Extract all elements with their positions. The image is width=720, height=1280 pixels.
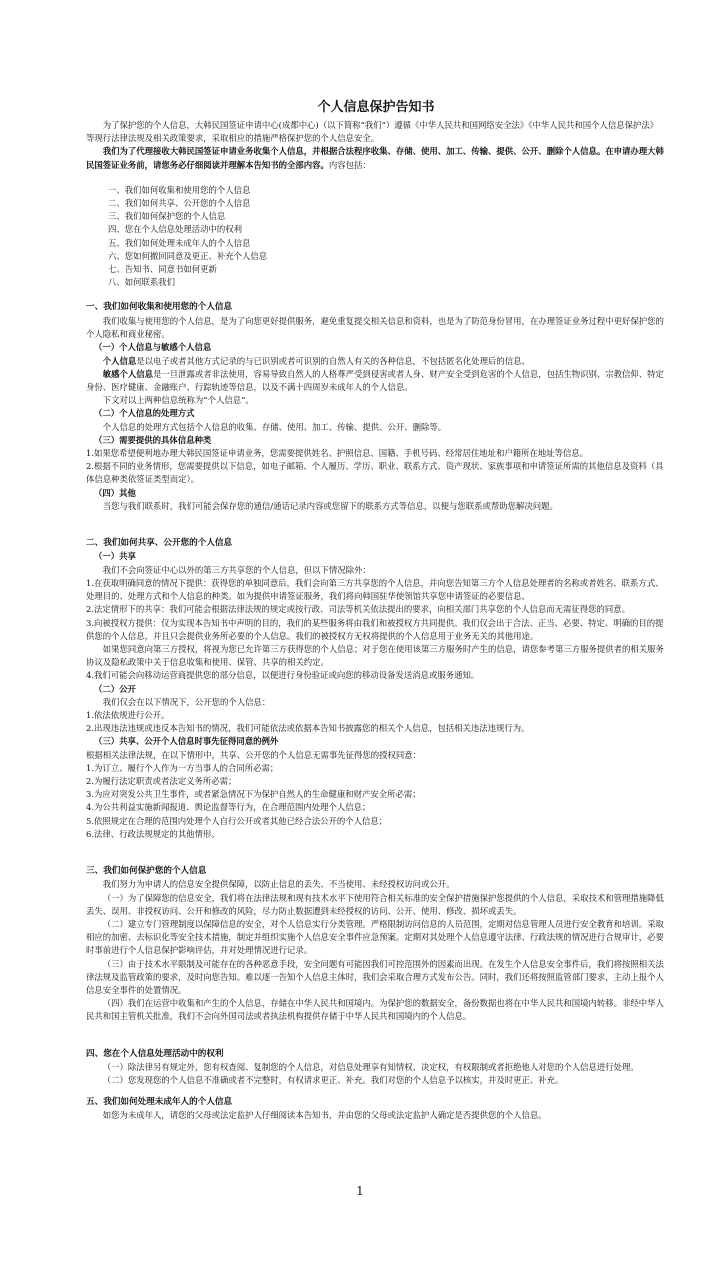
subsection-heading: （三）需要提供的具体信息种类 bbox=[94, 434, 212, 445]
spacer bbox=[86, 513, 666, 537]
paragraph: 如您为未成年人，请您的父母或法定监护人仔细阅读本告知书，并由您的父母或法定监护人确定是否提供您的个人信息。 bbox=[102, 1110, 547, 1121]
list-item: 6.法律、行政法规规定的其他情形。 bbox=[86, 828, 220, 839]
subsection-heading: （二）个人信息的处理方式 bbox=[94, 408, 195, 419]
subsection-heading: （一）个人信息与敏感个人信息 bbox=[94, 342, 212, 353]
list-item: 1.为订立、履行个人作为一方当事人的合同所必需； bbox=[86, 762, 279, 773]
toc-item: 六、您如何撤回同意及更正、补充个人信息 bbox=[108, 250, 268, 261]
list-item: 5.依照规定在合理的范围内处理个人自行公开或者其他已经合法公开的个人信息； bbox=[86, 815, 388, 826]
paragraph: 2.出现违法违规或违反本告知书的情况，我们可能依法或依据本告知书披露您的相关个人信息，包括相关违法违规行为。 bbox=[86, 723, 530, 734]
spacer bbox=[86, 841, 666, 865]
intro-paragraph bbox=[86, 119, 666, 145]
paragraph: （二）您发现您的个人信息不准确或者不完整时，有权请求更正、补充。我们对您的个人信息予以核实，并及时更正、补充。 bbox=[102, 1075, 564, 1086]
table-of-contents bbox=[108, 184, 666, 290]
list-item: 4.为公共利益实施新闻报道、舆论监督等行为，在合理范围内处理个人信息； bbox=[86, 802, 371, 813]
paragraph: 个人信息的处理方式包括个人信息的收集、存储、使用、加工、传输、提供、公开、删除等。 bbox=[102, 421, 447, 432]
toc-item: 三、我们如何保护您的个人信息 bbox=[108, 211, 226, 222]
paragraph: （三）由于技术水平限制及可能存在的各种恶意手段，安全问题有可能因我们可控范围外的因素而出现。在发生个人信息安全事件后，我们将按照相关法律法规及监管政策的要求，及时向您告知。难以逐一告知个人信息主体时，我们会采取合理方式发布公告。同时，我们还将按照监管部门要求，主动上报个人信息安全事件的处置情况。 bbox=[86, 958, 664, 996]
spacer bbox=[86, 1088, 666, 1096]
toc-item: 二、我们如何共享、公开您的个人信息 bbox=[108, 198, 251, 209]
intro-bold-text: 我们为了代理接收大韩民国签证申请业务收集个人信息，并根据合法程序收集、存储、使用、加工、传输、提供、公开、删除个人信息。在申请办理大韩民国签证业务前，请您务必仔细阅读并理解本告知书的全部内容。 bbox=[86, 146, 664, 170]
paragraph: （二）建立专门管理制度以保障信息的安全，对个人信息实行分类管理。严格限制访问信息的人员范围，定期对信息管理人员进行安全教育和培训。采取相应的加密、去标识化等安全技术措施，制定并组织实施个人信息安全事件应急预案。定期对其处理个人信息遵守法律、行政法规的情况进行合规审计，必要时事前进行个人信息保护影响评估，并对处理情况进行记录。 bbox=[86, 919, 664, 956]
paragraph: 如果您同意向第三方授权，将视为您已允许第三方获得您的个人信息；对于您在使用该第三方服务时产生的信息，请您参考第三方服务提供者的相关服务协议及隐私政策中关于信息收集和使用、保管、共享的相关约定。 bbox=[86, 643, 664, 668]
subsection-heading: （四）其他 bbox=[94, 487, 136, 498]
section-heading: 四、您在个人信息处理活动中的权利 bbox=[86, 1048, 224, 1059]
toc-item: 一、我们如何收集和使用您的个人信息 bbox=[108, 184, 251, 195]
paragraph: （一）为了保障您的信息安全，我们将在法律法规和现有技术水平下使用符合相关标准的安全保护措施保护您提供的个人信息，采取技术和管理措施降低丢失、误用、非授权访问、公开和修改的风险，尽力防止数据遭到未经授权的访问、公开、使用、修改、损坏或丢失。 bbox=[86, 892, 664, 916]
paragraph: 1.在获取明确同意的情况下提供：获得您的单独同意后，我们会向第三方共享您的个人信息，并向您告知第三方个人信息处理者的名称或者姓名、联系方式、处理目的、处理方式和个人信息的种类。如为提供申请签证服务，我们将向韩国驻华使领馆共享您申请签证的必要信息。 bbox=[86, 577, 664, 602]
paragraph: 1.依法依规进行公开。 bbox=[86, 709, 170, 720]
paragraph: （一）除法律另有规定外，您有权查阅、复制您的个人信息，对信息处理享有知情权、决定权，有权限制或者拒绝他人对您的个人信息进行处理。 bbox=[102, 1062, 639, 1073]
definition-paragraph bbox=[86, 355, 666, 368]
section-heading: 三、我们如何保护您的个人信息 bbox=[86, 865, 207, 876]
paragraph: 2.根据不同的业务情形，您需要提供以下信息，如电子邮箱、个人履历、学历、职业、联系方式、资产现状、家族事项和申请签证所需的其他信息及资料（具体信息种类依签证类型而定）。 bbox=[86, 461, 664, 485]
section-heading: 二、我们如何共享、公开您的个人信息 bbox=[86, 537, 233, 548]
subsection-heading: （二）公开 bbox=[94, 683, 136, 694]
definition-text: 是以电子或者其他方式记录的与已识别或者可识别的自然人有关的各种信息，不包括匿名化处理后的信息。 bbox=[136, 355, 530, 366]
subsection-heading: （三）共享、公开个人信息时事先征得同意的例外 bbox=[94, 736, 279, 747]
intro-tail-text: 内容包括： bbox=[328, 159, 371, 170]
paragraph: （四）我们在运营中收集和产生的个人信息，存储在中华人民共和国境内。为保护您的数据安全，备份数据也将在中华人民共和国境内转移。非经中华人民共和国主管机关批准，我们不会向外国司法或者执法机构提供存储于中华人民共和国境内的个人信息。 bbox=[86, 998, 664, 1022]
paragraph: 3.向被授权方提供：仅为实现本告知书中声明的目的，我们的某些服务将由我们和被授权方共同提供。我们仅会出于合法、正当、必要、特定、明确的目的提供您的个人信息，并且只会提供业务所必要的个人信息。我们的被授权方无权将提供的个人信息用于业务无关的其他用途。 bbox=[86, 617, 664, 641]
paragraph: 我们努力为申请人的信息安全提供保障，以防止信息的丢失、不当使用、未经授权访问或公开。 bbox=[102, 879, 455, 890]
toc-item: 四、您在个人信息处理活动中的权利 bbox=[108, 224, 242, 235]
paragraph: 我们收集与使用您的个人信息，是为了向您更好提供服务，避免重复提交相关信息和资料，也是为了防范身份冒用，在办理签证业务过程中更好保护您的个人隐私和商业秘密。 bbox=[86, 315, 664, 340]
spacer bbox=[86, 1024, 666, 1048]
paragraph: 2.法定情形下的共享：我们可能会根据法律法规的规定或按行政、司法等机关依法提出的要求，向相关部门共享您的个人信息而无需征得您的同意。 bbox=[86, 604, 630, 615]
definition-text: 是一旦泄露或者非法使用，容易导致自然人的人格尊严受到侵害或者人身、财产安全受到危害的个人信息，包括生物识别、宗教信仰、特定身份、医疗健康、金融账户、行踪轨迹等信息，以及不满十四周岁未成年人的个人信息。 bbox=[86, 368, 664, 392]
list-item: 2.为履行法定职责或者法定义务所必需； bbox=[86, 775, 237, 786]
section-heading: 一、我们如何收集和使用您的个人信息 bbox=[86, 302, 233, 313]
subsection-heading: （一）共享 bbox=[94, 551, 136, 562]
paragraph: 当您与我们联系时，我们可能会保存您的通信/通话记录内容或您留下的联系方式等信息，以便与您联系或帮助您解决问题。 bbox=[102, 500, 558, 511]
definition-paragraph bbox=[86, 368, 666, 394]
list-item: 3.为应对突发公共卫生事件，或者紧急情况下为保护自然人的生命健康和财产安全所必需； bbox=[86, 789, 421, 800]
paragraph: 1.如果您希望便利地办理大韩民国签证申请业务，您需要提供姓名、护照信息、国籍、手机号码、经常居住地址和户籍所在地址等信息。 bbox=[86, 447, 589, 458]
paragraph: 4.我们可能会向移动运营商提供您的部分信息，以便进行身份验证或向您的移动设备发送消息或服务通知。 bbox=[86, 670, 480, 681]
intro-text: 为了保护您的个人信息，大韩民国签证申请中心(成都中心)（以下简称“我们”）遵循《中华人民共和国网络安全法》《中华人民共和国个人信息保护法》等现行法律法规及相关政策要求，采取相应的措施严格保护您的个人信息安全。 bbox=[86, 120, 659, 144]
definition-term: 敏感个人信息 bbox=[102, 368, 154, 379]
page-number: 1 bbox=[356, 1184, 364, 1198]
paragraph: 下文对以上两种信息统称为“个人信息”。 bbox=[102, 395, 254, 406]
paragraph: 根据相关法律法规，在以下情形中，共享、公开您的个人信息无需事先征得您的授权同意： bbox=[86, 749, 421, 760]
toc-item: 七、告知书、同意书如何更新 bbox=[108, 264, 217, 275]
definition-term: 个人信息 bbox=[102, 355, 137, 366]
paragraph: 我们仅会在以下情况下，公开您的个人信息： bbox=[102, 696, 271, 707]
toc-item: 五、我们如何处理未成年人的个人信息 bbox=[108, 237, 251, 248]
paragraph: 我们不会向签证中心以外的第三方共享您的个人信息，但以下情况除外： bbox=[102, 564, 371, 575]
document-title: 个人信息保护告知书 bbox=[317, 100, 435, 115]
section-heading: 五、我们如何处理未成年人的个人信息 bbox=[86, 1096, 233, 1107]
toc-item: 八、如何联系我们 bbox=[108, 277, 175, 288]
intro-emphasis-paragraph bbox=[86, 145, 666, 171]
exception-list bbox=[86, 762, 666, 841]
